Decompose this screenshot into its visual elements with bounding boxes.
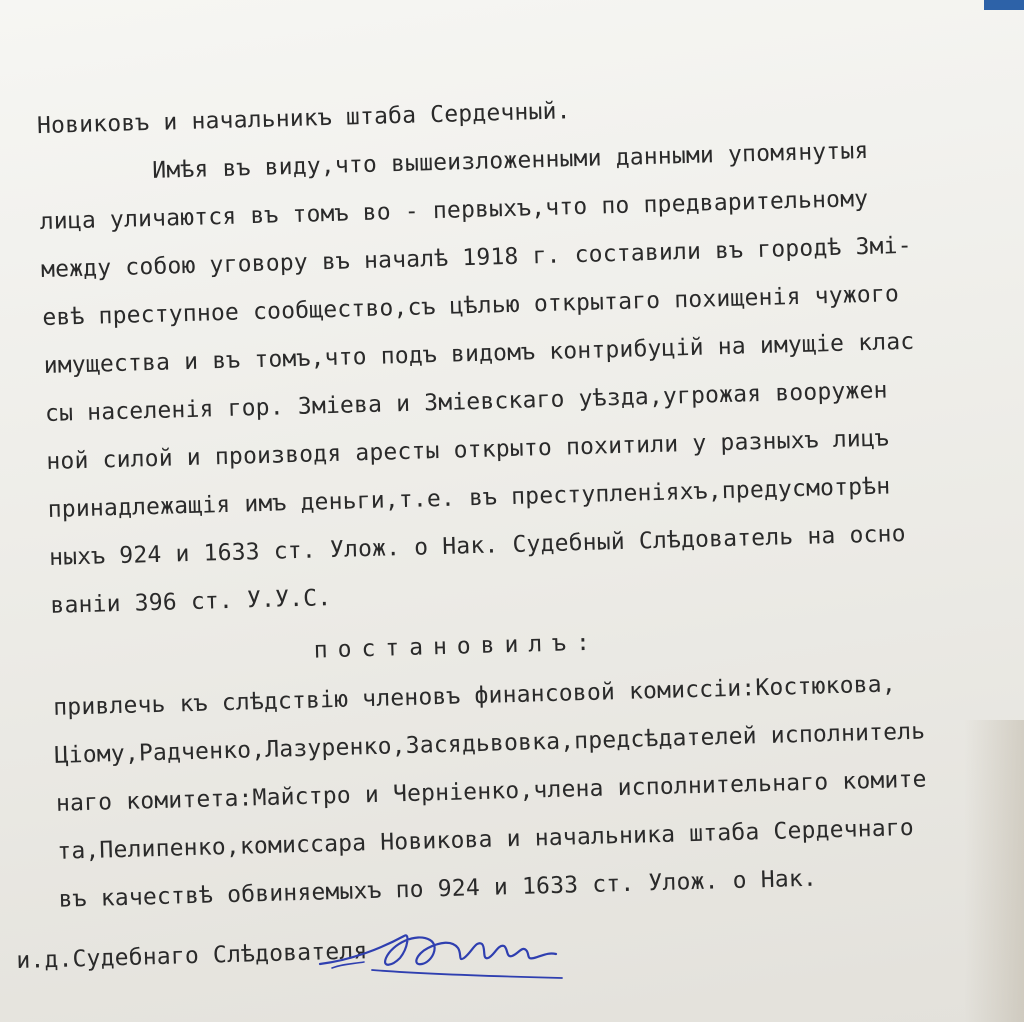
text-line: евѣ преступное сообщество,съ цѣлью открытаго похищенія чужого [42, 281, 900, 332]
text-line: ныхъ 924 и 1633 ст. Улож. о Нак. Судебный Слѣдователь на осно [48, 521, 907, 571]
resolution-line: наго комитета:Майстро и Черніенко,члена исполнительнаго комите [55, 766, 927, 817]
resolution-line: та,Пелипенко,комиссара Новикова и начальника штаба Сердечнаго [56, 814, 915, 865]
resolution-line: Ціому,Радченко,Лазуренко,Засядьвовка,предсѣдателей исполнитель [54, 718, 926, 769]
text-line: имущества и въ томъ,что подъ видомъ контрибуцій на имущіе клас [43, 328, 915, 380]
text-line: Имѣя въ виду,что вышеизложенными данными упомянутыя [152, 137, 869, 184]
resolution-line: привлечь къ слѣдствію членовъ финансовой комиссіи:Костюкова, [52, 671, 897, 721]
text-line: принадлежащія имъ деньги,т.е. въ преступленіяхъ,предусмотрѣн [47, 473, 891, 523]
text-line: ваніи 396 ст. У.У.С. [50, 585, 332, 619]
resolution-heading: постановилъ: [313, 629, 601, 664]
text-line: ной силой и производя аресты открыто похитили у разныхъ лицъ [46, 425, 890, 475]
signature-label: и.д.Судебнаго Слѣдователя [16, 938, 368, 975]
resolution-line: въ качествѣ обвиняемыхъ по 924 и 1633 ст. Улож. о Нак. [58, 865, 818, 913]
text-line: сы населенія гор. Зміева и Зміевскаго уѣзда,угрожая вооружен [44, 377, 888, 427]
handwritten-signature [312, 918, 572, 988]
text-line: лица уличаются въ томъ во - первыхъ,что по предварительному [39, 185, 869, 236]
text-line: между собою уговору въ началѣ 1918 г. составили въ городѣ Змі- [40, 232, 913, 284]
text-line: Новиковъ и начальникъ штаба Сердечный. [36, 98, 572, 140]
